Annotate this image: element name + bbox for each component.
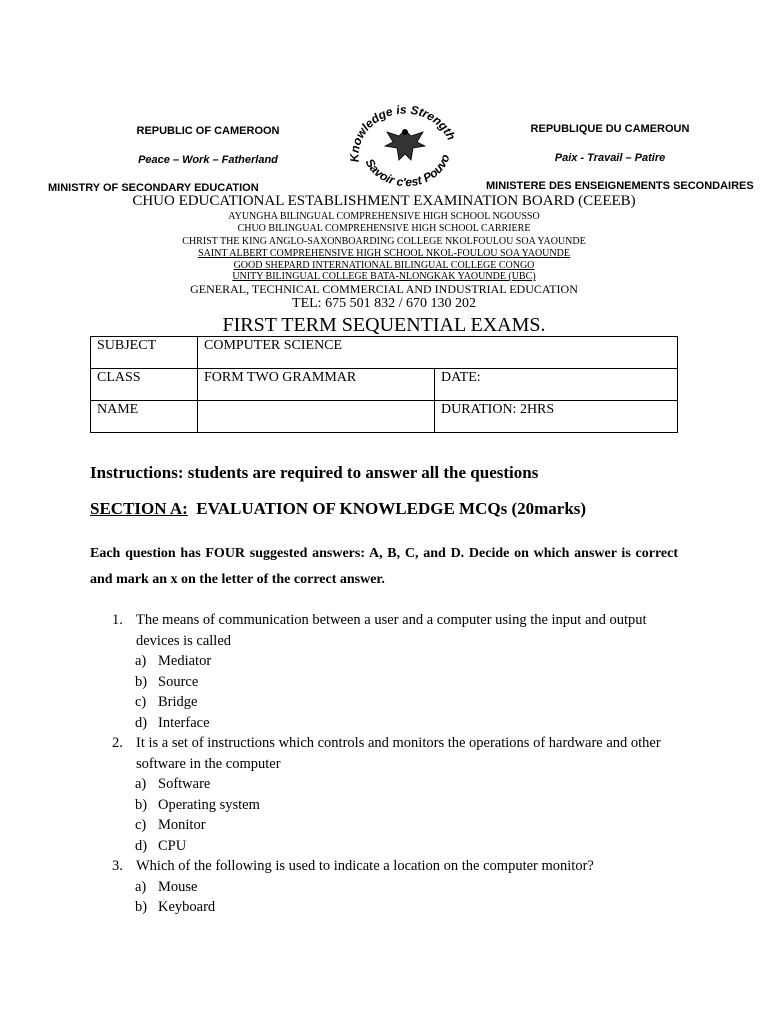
option-2a[interactable]: a) Software: [135, 776, 211, 792]
instructions: Instructions: students are required to answer all the questions: [90, 463, 539, 482]
question-text: The means of communication between a user and a computer using the input and output devices is called: [136, 612, 647, 649]
question-3: [90, 856, 680, 877]
option-3b[interactable]: b) Keyboard: [135, 899, 216, 915]
option-1b[interactable]: b) Source: [135, 673, 199, 690]
header-right: [480, 123, 754, 192]
section-label: SECTION A:: [90, 499, 188, 518]
school-line-6: UNITY BILINGUAL COLLEGE BATA-NLONGKAK YAOUNDE (UBC): [232, 271, 536, 282]
school-line-4: SAINT ALBERT COMPREHENSIVE HIGH SCHOOL NKOL-FOULOU SOA YAOUNDE: [198, 248, 570, 259]
option-1a[interactable]: a) Mediator: [135, 653, 212, 669]
option-1d[interactable]: d) Interface: [135, 714, 210, 731]
section-heading: [90, 499, 586, 519]
question-number: 2.: [112, 735, 123, 751]
subject-value: COMPUTER SCIENCE: [198, 337, 678, 369]
board-name: CHUO EDUCATIONAL ESTABLISHMENT EXAMINATION BOARD (CEEEB): [132, 193, 636, 209]
school-line-1: AYUNGHA BILINGUAL COMPREHENSIVE HIGH SCHOOL NGOUSSO: [228, 211, 540, 222]
option-1c[interactable]: c) Bridge: [135, 694, 198, 710]
name-label: NAME: [91, 401, 198, 433]
table-row: [91, 369, 678, 401]
option-2d[interactable]: d) CPU: [135, 837, 187, 854]
eagle-icon: [385, 129, 425, 160]
name-field[interactable]: [198, 401, 435, 433]
option-2c[interactable]: c) Monitor: [135, 817, 206, 833]
section-directions: Each question has FOUR suggested answers: A, B, C, and D. Decide on which answer is correct and mark an x on the letter of the correct answer.: [90, 546, 678, 587]
motto-en: Peace – Work – Fatherland: [138, 154, 278, 166]
question-text: It is a set of instructions which controls and monitors the operations of hardware and other software in the computer: [136, 735, 661, 772]
country-name-fr: REPUBLIQUE DU CAMEROUN: [530, 123, 690, 135]
date-field[interactable]: DATE:: [435, 369, 678, 401]
telephone-line: TEL: 675 501 832 / 670 130 202: [292, 296, 476, 311]
school-logo: [345, 102, 465, 192]
question-number: 3.: [112, 858, 123, 874]
logo-bottom-text: Savoir c'est Pouvo: [362, 152, 453, 190]
question-text: Which of the following is used to indicate a location on the computer monitor?: [136, 858, 594, 874]
section-title: EVALUATION OF KNOWLEDGE MCQs (20marks): [196, 499, 587, 518]
motto-fr: Paix - Travail – Patire: [554, 152, 666, 164]
ministry-en: MINISTRY OF SECONDARY EDUCATION: [48, 182, 259, 194]
question-1: [90, 610, 680, 651]
question-number: 1.: [112, 612, 123, 628]
education-line: GENERAL, TECHNICAL COMMERCIAL AND INDUSTRIAL EDUCATION: [190, 282, 578, 296]
school-line-5: GOOD SHEPARD INTERNATIONAL BILINGUAL COLLEGE CONGO: [233, 260, 535, 271]
option-3a[interactable]: a) Mouse: [135, 878, 198, 895]
option-2b[interactable]: b) Operating system: [135, 796, 260, 813]
class-label: CLASS: [91, 369, 198, 401]
duration-label: DURATION: 2HRS: [435, 401, 678, 433]
question-2: [90, 733, 680, 774]
subject-label: SUBJECT: [91, 337, 198, 369]
question-list: [90, 610, 680, 918]
header-left: [48, 125, 338, 194]
school-line-2: CHUO BILINGUAL COMPREHENSIVE HIGH SCHOOL CARRIERE: [237, 223, 531, 234]
ministry-fr: MINISTERE DES ENSEIGNEMENTS SECONDAIRES: [486, 180, 754, 192]
table-row: [91, 337, 678, 369]
country-name-en: REPUBLIC OF CAMEROON: [136, 125, 280, 137]
exam-title: FIRST TERM SEQUENTIAL EXAMS.: [222, 314, 546, 336]
school-line-3: CHRIST THE KING ANGLO-SAXONBOARDING COLLEGE NKOLFOULOU SOA YAOUNDE: [182, 236, 586, 247]
exam-info-table: [90, 336, 678, 433]
logo-top-text: Knowledge is Strength: [347, 102, 459, 163]
table-row: [91, 401, 678, 433]
class-value: FORM TWO GRAMMAR: [198, 369, 435, 401]
